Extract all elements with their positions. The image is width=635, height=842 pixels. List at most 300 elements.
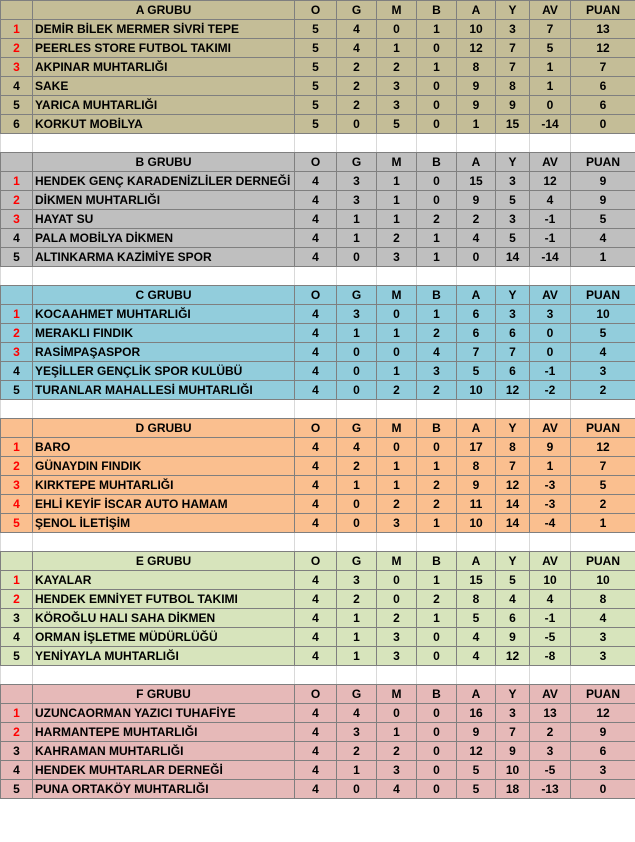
stat-cell-av: -8 — [530, 647, 571, 666]
stat-cell-p: 2 — [571, 381, 635, 400]
stat-cell-a: 6 — [457, 324, 496, 343]
group-title: F GRUBU — [33, 685, 295, 704]
stat-cell-g: 3 — [337, 172, 377, 191]
stat-cell-y: 7 — [496, 58, 530, 77]
team-row — [1, 39, 635, 58]
column-header-o: O — [295, 153, 337, 172]
column-header-m: M — [377, 685, 417, 704]
stat-cell-o: 4 — [295, 514, 337, 533]
stat-cell-av: 0 — [530, 324, 571, 343]
stat-cell-g: 3 — [337, 305, 377, 324]
stat-cell-g: 1 — [337, 761, 377, 780]
team-name-cell: ORMAN İŞLETME MÜDÜRLÜĞÜ — [33, 628, 295, 647]
rank-cell: 2 — [1, 191, 33, 210]
stat-cell-a: 9 — [457, 191, 496, 210]
stat-cell-y: 5 — [496, 229, 530, 248]
stat-cell-g: 2 — [337, 58, 377, 77]
stat-cell-m: 2 — [377, 742, 417, 761]
team-row — [1, 742, 635, 761]
spacer-cell — [571, 533, 635, 552]
column-header-a: A — [457, 286, 496, 305]
group-spacer-row — [1, 533, 635, 552]
stat-cell-b: 4 — [417, 343, 457, 362]
stat-cell-g: 4 — [337, 39, 377, 58]
stat-cell-y: 5 — [496, 191, 530, 210]
spacer-cell — [571, 134, 635, 153]
column-header-g: G — [337, 1, 377, 20]
stat-cell-o: 5 — [295, 96, 337, 115]
rank-cell: 3 — [1, 609, 33, 628]
team-name-cell: MERAKLI FINDIK — [33, 324, 295, 343]
stat-cell-av: -1 — [530, 210, 571, 229]
stat-cell-p: 0 — [571, 115, 635, 134]
stat-cell-av: -3 — [530, 476, 571, 495]
stat-cell-y: 3 — [496, 210, 530, 229]
stat-cell-o: 4 — [295, 172, 337, 191]
stat-cell-b: 0 — [417, 77, 457, 96]
header-blank-cell — [1, 685, 33, 704]
team-row — [1, 628, 635, 647]
stat-cell-y: 18 — [496, 780, 530, 799]
stat-cell-y: 4 — [496, 590, 530, 609]
spacer-cell — [530, 134, 571, 153]
column-header-av: AV — [530, 685, 571, 704]
stat-cell-b: 0 — [417, 172, 457, 191]
rank-cell: 4 — [1, 761, 33, 780]
stat-cell-o: 4 — [295, 609, 337, 628]
rank-cell: 5 — [1, 780, 33, 799]
rank-cell: 4 — [1, 362, 33, 381]
team-row — [1, 438, 635, 457]
stat-cell-av: -5 — [530, 761, 571, 780]
column-header-b: B — [417, 685, 457, 704]
stat-cell-p: 3 — [571, 362, 635, 381]
rank-cell: 2 — [1, 723, 33, 742]
stat-cell-o: 4 — [295, 305, 337, 324]
stat-cell-a: 8 — [457, 457, 496, 476]
stat-cell-b: 0 — [417, 780, 457, 799]
spacer-cell — [571, 666, 635, 685]
stat-cell-m: 0 — [377, 343, 417, 362]
team-name-cell: DİKMEN MUHTARLIĞI — [33, 191, 295, 210]
group-header-row — [1, 153, 635, 172]
stat-cell-a: 5 — [457, 761, 496, 780]
stat-cell-a: 8 — [457, 590, 496, 609]
column-header-a: A — [457, 1, 496, 20]
spacer-cell — [337, 400, 377, 419]
team-name-cell: GÜNAYDIN FINDIK — [33, 457, 295, 476]
stat-cell-b: 2 — [417, 476, 457, 495]
stat-cell-g: 2 — [337, 590, 377, 609]
stat-cell-g: 4 — [337, 438, 377, 457]
stat-cell-p: 4 — [571, 609, 635, 628]
stat-cell-o: 4 — [295, 191, 337, 210]
column-header-g: G — [337, 419, 377, 438]
rank-cell: 1 — [1, 571, 33, 590]
stat-cell-y: 9 — [496, 628, 530, 647]
stat-cell-m: 3 — [377, 628, 417, 647]
team-name-cell: KAHRAMAN MUHTARLIĞI — [33, 742, 295, 761]
team-name-cell: HENDEK MUHTARLAR DERNEĞİ — [33, 761, 295, 780]
team-name-cell: UZUNCAORMAN YAZICI TUHAFİYE — [33, 704, 295, 723]
stat-cell-m: 1 — [377, 39, 417, 58]
spacer-cell — [337, 533, 377, 552]
stat-cell-p: 1 — [571, 248, 635, 267]
stat-cell-av: -14 — [530, 115, 571, 134]
stat-cell-p: 3 — [571, 761, 635, 780]
rank-cell: 1 — [1, 305, 33, 324]
column-header-av: AV — [530, 419, 571, 438]
rank-cell: 2 — [1, 457, 33, 476]
stat-cell-p: 1 — [571, 514, 635, 533]
stat-cell-m: 1 — [377, 172, 417, 191]
rank-cell: 6 — [1, 115, 33, 134]
stat-cell-p: 4 — [571, 343, 635, 362]
stat-cell-y: 7 — [496, 39, 530, 58]
stat-cell-p: 3 — [571, 647, 635, 666]
stat-cell-a: 10 — [457, 514, 496, 533]
stat-cell-o: 4 — [295, 704, 337, 723]
column-header-b: B — [417, 153, 457, 172]
rank-cell: 5 — [1, 514, 33, 533]
team-name-cell: YARICA MUHTARLIĞI — [33, 96, 295, 115]
stat-cell-g: 1 — [337, 324, 377, 343]
group-header-row — [1, 1, 635, 20]
stat-cell-m: 2 — [377, 609, 417, 628]
spacer-cell — [337, 267, 377, 286]
stat-cell-o: 4 — [295, 248, 337, 267]
stat-cell-p: 10 — [571, 305, 635, 324]
stat-cell-o: 5 — [295, 20, 337, 39]
column-header-y: Y — [496, 153, 530, 172]
rank-cell: 5 — [1, 96, 33, 115]
group-spacer-row — [1, 267, 635, 286]
stat-cell-o: 4 — [295, 210, 337, 229]
team-row — [1, 96, 635, 115]
team-row — [1, 571, 635, 590]
column-header-o: O — [295, 419, 337, 438]
stat-cell-p: 2 — [571, 495, 635, 514]
stat-cell-y: 7 — [496, 343, 530, 362]
group-title: E GRUBU — [33, 552, 295, 571]
stat-cell-p: 0 — [571, 780, 635, 799]
stat-cell-m: 0 — [377, 305, 417, 324]
team-row — [1, 495, 635, 514]
team-name-cell: HARMANTEPE MUHTARLIĞI — [33, 723, 295, 742]
stat-cell-av: -1 — [530, 229, 571, 248]
stat-cell-m: 4 — [377, 780, 417, 799]
team-name-cell: PEERLES STORE FUTBOL TAKIMI — [33, 39, 295, 58]
stat-cell-g: 4 — [337, 20, 377, 39]
team-name-cell: HENDEK GENÇ KARADENİZLİLER DERNEĞİ — [33, 172, 295, 191]
stat-cell-a: 4 — [457, 628, 496, 647]
stat-cell-av: -4 — [530, 514, 571, 533]
spacer-cell — [295, 533, 337, 552]
team-row — [1, 210, 635, 229]
team-row — [1, 761, 635, 780]
spacer-cell — [337, 666, 377, 685]
stat-cell-b: 1 — [417, 20, 457, 39]
team-name-cell: TURANLAR MAHALLESİ MUHTARLIĞI — [33, 381, 295, 400]
stat-cell-b: 1 — [417, 457, 457, 476]
column-header-puan: PUAN — [571, 552, 635, 571]
column-header-y: Y — [496, 286, 530, 305]
column-header-puan: PUAN — [571, 685, 635, 704]
column-header-av: AV — [530, 286, 571, 305]
team-row — [1, 172, 635, 191]
stat-cell-o: 4 — [295, 324, 337, 343]
team-row — [1, 723, 635, 742]
stat-cell-o: 4 — [295, 628, 337, 647]
stat-cell-b: 0 — [417, 704, 457, 723]
stat-cell-y: 7 — [496, 723, 530, 742]
column-header-av: AV — [530, 552, 571, 571]
team-name-cell: KIRKTEPE MUHTARLIĞI — [33, 476, 295, 495]
stat-cell-p: 5 — [571, 324, 635, 343]
stat-cell-a: 10 — [457, 20, 496, 39]
team-row — [1, 590, 635, 609]
stat-cell-g: 0 — [337, 780, 377, 799]
stat-cell-a: 0 — [457, 248, 496, 267]
group-title: D GRUBU — [33, 419, 295, 438]
stat-cell-o: 4 — [295, 362, 337, 381]
spacer-cell — [457, 134, 496, 153]
stat-cell-a: 9 — [457, 476, 496, 495]
column-header-o: O — [295, 685, 337, 704]
spacer-cell — [457, 267, 496, 286]
stat-cell-g: 1 — [337, 628, 377, 647]
spacer-cell — [1, 134, 33, 153]
stat-cell-y: 12 — [496, 647, 530, 666]
spacer-cell — [496, 134, 530, 153]
stat-cell-g: 3 — [337, 191, 377, 210]
spacer-cell — [417, 134, 457, 153]
stat-cell-g: 1 — [337, 210, 377, 229]
team-row — [1, 248, 635, 267]
stat-cell-y: 3 — [496, 704, 530, 723]
stat-cell-a: 9 — [457, 77, 496, 96]
group-title: C GRUBU — [33, 286, 295, 305]
stat-cell-y: 8 — [496, 438, 530, 457]
team-row — [1, 115, 635, 134]
column-header-a: A — [457, 685, 496, 704]
stat-cell-m: 1 — [377, 324, 417, 343]
stat-cell-p: 4 — [571, 229, 635, 248]
stat-cell-a: 6 — [457, 305, 496, 324]
rank-cell: 3 — [1, 58, 33, 77]
rank-cell: 1 — [1, 438, 33, 457]
stat-cell-g: 3 — [337, 723, 377, 742]
stat-cell-a: 5 — [457, 780, 496, 799]
stat-cell-p: 5 — [571, 476, 635, 495]
stat-cell-p: 6 — [571, 742, 635, 761]
stat-cell-av: -3 — [530, 495, 571, 514]
team-name-cell: KOCAAHMET MUHTARLIĞI — [33, 305, 295, 324]
stat-cell-av: 1 — [530, 77, 571, 96]
stat-cell-av: 13 — [530, 704, 571, 723]
stat-cell-y: 10 — [496, 761, 530, 780]
team-name-cell: AKPINAR MUHTARLIĞI — [33, 58, 295, 77]
stat-cell-m: 5 — [377, 115, 417, 134]
stat-cell-g: 0 — [337, 495, 377, 514]
column-header-a: A — [457, 153, 496, 172]
column-header-g: G — [337, 153, 377, 172]
spacer-cell — [417, 267, 457, 286]
stat-cell-b: 1 — [417, 248, 457, 267]
stat-cell-a: 1 — [457, 115, 496, 134]
team-row — [1, 381, 635, 400]
column-header-y: Y — [496, 419, 530, 438]
team-name-cell: DEMİR BİLEK MERMER SİVRİ TEPE — [33, 20, 295, 39]
team-name-cell: PALA MOBİLYA DİKMEN — [33, 229, 295, 248]
rank-cell: 1 — [1, 172, 33, 191]
spacer-cell — [530, 666, 571, 685]
column-header-g: G — [337, 685, 377, 704]
stat-cell-y: 7 — [496, 457, 530, 476]
spacer-cell — [33, 400, 295, 419]
stat-cell-p: 7 — [571, 457, 635, 476]
column-header-y: Y — [496, 552, 530, 571]
column-header-puan: PUAN — [571, 153, 635, 172]
stat-cell-m: 1 — [377, 191, 417, 210]
stat-cell-y: 3 — [496, 20, 530, 39]
stat-cell-b: 1 — [417, 571, 457, 590]
stat-cell-av: -1 — [530, 362, 571, 381]
stat-cell-b: 1 — [417, 229, 457, 248]
stat-cell-b: 3 — [417, 362, 457, 381]
stat-cell-b: 0 — [417, 438, 457, 457]
rank-cell: 1 — [1, 20, 33, 39]
stat-cell-b: 0 — [417, 742, 457, 761]
team-name-cell: SAKE — [33, 77, 295, 96]
column-header-o: O — [295, 552, 337, 571]
stat-cell-a: 9 — [457, 96, 496, 115]
stat-cell-g: 3 — [337, 571, 377, 590]
rank-cell: 2 — [1, 590, 33, 609]
stat-cell-o: 5 — [295, 58, 337, 77]
team-name-cell: HAYAT SU — [33, 210, 295, 229]
spacer-cell — [33, 533, 295, 552]
stat-cell-b: 0 — [417, 723, 457, 742]
spacer-cell — [295, 666, 337, 685]
column-header-b: B — [417, 552, 457, 571]
rank-cell: 5 — [1, 248, 33, 267]
stat-cell-a: 15 — [457, 571, 496, 590]
group-header-row — [1, 552, 635, 571]
column-header-y: Y — [496, 1, 530, 20]
stat-cell-o: 4 — [295, 647, 337, 666]
spacer-cell — [571, 400, 635, 419]
stat-cell-b: 2 — [417, 381, 457, 400]
stat-cell-p: 6 — [571, 96, 635, 115]
stat-cell-b: 1 — [417, 305, 457, 324]
team-row — [1, 229, 635, 248]
spacer-cell — [33, 666, 295, 685]
stat-cell-b: 0 — [417, 628, 457, 647]
group-header-row — [1, 685, 635, 704]
team-row — [1, 457, 635, 476]
spacer-cell — [417, 666, 457, 685]
team-name-cell: KÖROĞLU HALI SAHA DİKMEN — [33, 609, 295, 628]
stat-cell-a: 11 — [457, 495, 496, 514]
spacer-cell — [457, 666, 496, 685]
stat-cell-p: 3 — [571, 628, 635, 647]
stat-cell-o: 4 — [295, 229, 337, 248]
team-name-cell: KAYALAR — [33, 571, 295, 590]
stat-cell-m: 0 — [377, 571, 417, 590]
header-blank-cell — [1, 286, 33, 305]
stat-cell-o: 4 — [295, 476, 337, 495]
team-row — [1, 780, 635, 799]
stat-cell-a: 10 — [457, 381, 496, 400]
header-blank-cell — [1, 552, 33, 571]
stat-cell-g: 1 — [337, 609, 377, 628]
team-name-cell: HENDEK EMNİYET FUTBOL TAKIMI — [33, 590, 295, 609]
stat-cell-y: 12 — [496, 381, 530, 400]
stat-cell-m: 3 — [377, 96, 417, 115]
stat-cell-o: 4 — [295, 780, 337, 799]
stat-cell-y: 12 — [496, 476, 530, 495]
column-header-g: G — [337, 552, 377, 571]
stat-cell-b: 1 — [417, 514, 457, 533]
stat-cell-av: 9 — [530, 438, 571, 457]
spacer-cell — [496, 267, 530, 286]
stat-cell-m: 2 — [377, 381, 417, 400]
stat-cell-av: 3 — [530, 305, 571, 324]
stat-cell-g: 1 — [337, 647, 377, 666]
stat-cell-p: 9 — [571, 191, 635, 210]
spacer-cell — [377, 267, 417, 286]
stat-cell-b: 0 — [417, 761, 457, 780]
team-row — [1, 514, 635, 533]
spacer-cell — [377, 666, 417, 685]
column-header-a: A — [457, 552, 496, 571]
stat-cell-y: 15 — [496, 115, 530, 134]
stat-cell-b: 2 — [417, 495, 457, 514]
stat-cell-av: -13 — [530, 780, 571, 799]
spacer-cell — [377, 533, 417, 552]
spacer-cell — [377, 134, 417, 153]
stat-cell-g: 0 — [337, 248, 377, 267]
stat-cell-y: 3 — [496, 305, 530, 324]
stat-cell-a: 5 — [457, 609, 496, 628]
team-row — [1, 305, 635, 324]
stat-cell-av: -2 — [530, 381, 571, 400]
spacer-cell — [530, 400, 571, 419]
team-name-cell: EHLİ KEYİF İSCAR AUTO HAMAM — [33, 495, 295, 514]
stat-cell-av: 0 — [530, 96, 571, 115]
team-row — [1, 476, 635, 495]
stat-cell-o: 4 — [295, 723, 337, 742]
rank-cell: 3 — [1, 476, 33, 495]
stat-cell-av: 5 — [530, 39, 571, 58]
spacer-cell — [457, 533, 496, 552]
stat-cell-m: 2 — [377, 495, 417, 514]
column-header-m: M — [377, 1, 417, 20]
column-header-m: M — [377, 286, 417, 305]
team-row — [1, 58, 635, 77]
stat-cell-a: 12 — [457, 39, 496, 58]
stat-cell-av: 4 — [530, 590, 571, 609]
spacer-cell — [1, 533, 33, 552]
stat-cell-a: 15 — [457, 172, 496, 191]
team-name-cell: YENİYAYLA MUHTARLIĞI — [33, 647, 295, 666]
stat-cell-g: 0 — [337, 343, 377, 362]
stat-cell-av: 0 — [530, 343, 571, 362]
stat-cell-o: 4 — [295, 495, 337, 514]
spacer-cell — [457, 400, 496, 419]
stat-cell-a: 17 — [457, 438, 496, 457]
